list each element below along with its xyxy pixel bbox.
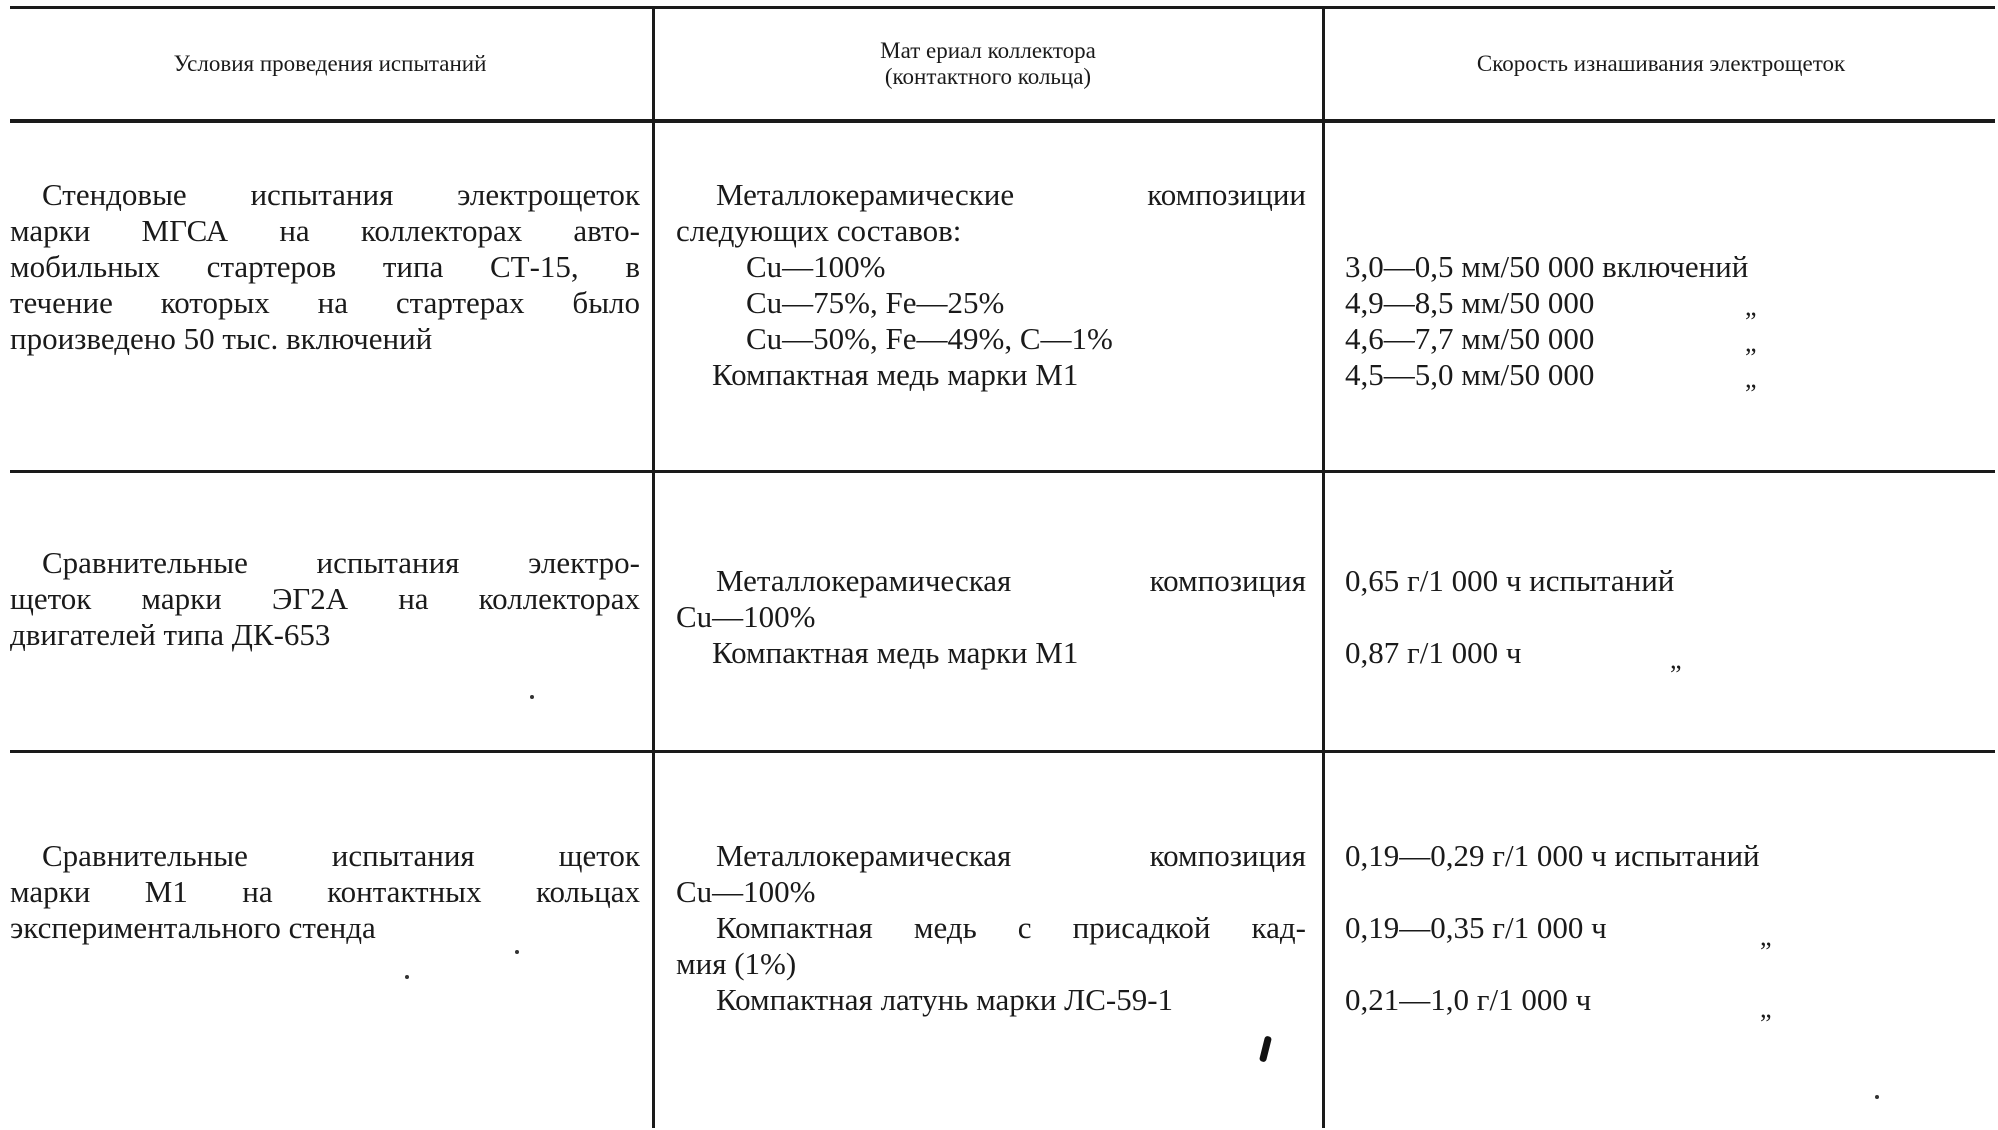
row-2-ditto-1: „ bbox=[1670, 645, 1682, 674]
header-conditions-text: Условия проведения испытаний bbox=[173, 51, 487, 76]
row-1-rate-4: 4,5—5,0 мм/50 000 bbox=[1345, 357, 1595, 392]
row-3-rates bbox=[1345, 838, 1985, 1018]
row-1-rate-3: 4,6—7,7 мм/50 000 bbox=[1345, 321, 1595, 356]
row-1-material bbox=[676, 177, 1306, 393]
row-2-rates bbox=[1345, 563, 1985, 671]
row-2-material-line-1: Металлокерамическая композиция bbox=[716, 563, 1306, 598]
row-3-material-line-2: Cu—100% bbox=[676, 874, 816, 909]
row-1-rate-2: 4,9—8,5 мм/50 000 bbox=[1345, 285, 1595, 320]
row-2-rate-2: 0,87 г/1 000 ч bbox=[1345, 635, 1522, 670]
row-3-conditions bbox=[10, 838, 640, 946]
row-1-ditto-3: „ bbox=[1745, 364, 1757, 393]
row-3-material bbox=[676, 838, 1306, 1018]
row-3-conditions-line-3: экспериментального стенда bbox=[10, 910, 376, 945]
row-1-material-item-3: Cu—50%, Fe—49%, C—1% bbox=[746, 321, 1113, 356]
row-2-bottom-rule bbox=[10, 750, 1995, 753]
row-3-material-line-1: Металлокерамическая композиция bbox=[716, 838, 1306, 873]
row-2-material bbox=[676, 563, 1306, 671]
row-3-conditions-line-1: Сравнительные испытания щеток bbox=[42, 838, 640, 873]
row-1-material-item-2: Cu—75%, Fe—25% bbox=[746, 285, 1005, 320]
row-2-material-line-3: Компактная медь марки М1 bbox=[712, 635, 1079, 670]
row-2-conditions-line-3: двигателей типа ДК-653 bbox=[10, 617, 331, 652]
row-3-material-line-3: Компактная медь с присадкой кад- bbox=[716, 910, 1306, 945]
scan-speck bbox=[1875, 1095, 1879, 1099]
scan-speck bbox=[530, 695, 534, 699]
row-1-conditions-line-5: произведено 50 тыс. включений bbox=[10, 321, 433, 356]
column-divider-1 bbox=[652, 8, 655, 1128]
row-3-material-line-4: мия (1%) bbox=[676, 946, 797, 981]
ink-mark bbox=[1259, 1036, 1272, 1063]
row-1-ditto-1: „ bbox=[1745, 292, 1757, 321]
row-1-material-item-1: Cu—100% bbox=[746, 249, 886, 284]
header-bottom-rule bbox=[10, 119, 1995, 123]
row-1-conditions-line-1: Стендовые испытания электрощеток bbox=[42, 177, 640, 212]
row-1-conditions bbox=[10, 177, 640, 357]
row-2-conditions-line-2: щеток марки ЭГ2А на коллекторах bbox=[10, 581, 640, 616]
header-material-line-2: (контактного кольца) bbox=[884, 64, 1092, 89]
row-3-rate-1: 0,19—0,29 г/1 000 ч испытаний bbox=[1345, 838, 1760, 873]
row-3-rate-3: 0,21—1,0 г/1 000 ч bbox=[1345, 982, 1592, 1017]
row-1-conditions-line-2: марки МГСА на коллекторах авто- bbox=[10, 213, 640, 248]
scan-speck bbox=[405, 975, 409, 979]
row-3-ditto-2: „ bbox=[1760, 994, 1772, 1023]
row-2-conditions bbox=[10, 545, 640, 653]
row-1-conditions-line-4: течение которых на стартерах было bbox=[10, 285, 640, 320]
row-1-material-intro-1: Металлокерамические композиции bbox=[716, 177, 1306, 212]
row-2-conditions-line-1: Сравнительные испытания электро- bbox=[42, 545, 640, 580]
row-1-rate-1: 3,0—0,5 мм/50 000 включений bbox=[1345, 249, 1749, 284]
row-3-ditto-1: „ bbox=[1760, 922, 1772, 951]
row-2-rate-1: 0,65 г/1 000 ч испытаний bbox=[1345, 563, 1675, 598]
scan-speck bbox=[515, 950, 519, 954]
row-1-bottom-rule bbox=[10, 470, 1995, 473]
row-2-material-line-2: Cu—100% bbox=[676, 599, 816, 634]
row-1-ditto-2: „ bbox=[1745, 328, 1757, 357]
header-wear-rate bbox=[1326, 10, 1996, 118]
table-top-rule bbox=[10, 6, 1995, 9]
row-1-material-item-4: Компактная медь марки М1 bbox=[712, 357, 1079, 392]
header-material-line-1: Мат ериал коллектора bbox=[880, 38, 1096, 63]
header-wear-rate-text: Скорость изнашивания электрощеток bbox=[1476, 51, 1846, 76]
row-3-material-line-5: Компактная латунь марки ЛС-59-1 bbox=[716, 982, 1174, 1017]
row-3-rate-2: 0,19—0,35 г/1 000 ч bbox=[1345, 910, 1607, 945]
row-3-conditions-line-2: марки М1 на контактных кольцах bbox=[10, 874, 640, 909]
header-material bbox=[656, 10, 1320, 118]
row-1-rates bbox=[1345, 249, 1985, 393]
row-1-conditions-line-3: мобильных стартеров типа СТ-15, в bbox=[10, 249, 640, 284]
column-divider-2 bbox=[1322, 8, 1325, 1128]
row-1-material-intro-2: следующих составов: bbox=[676, 213, 962, 248]
header-conditions bbox=[10, 10, 650, 118]
